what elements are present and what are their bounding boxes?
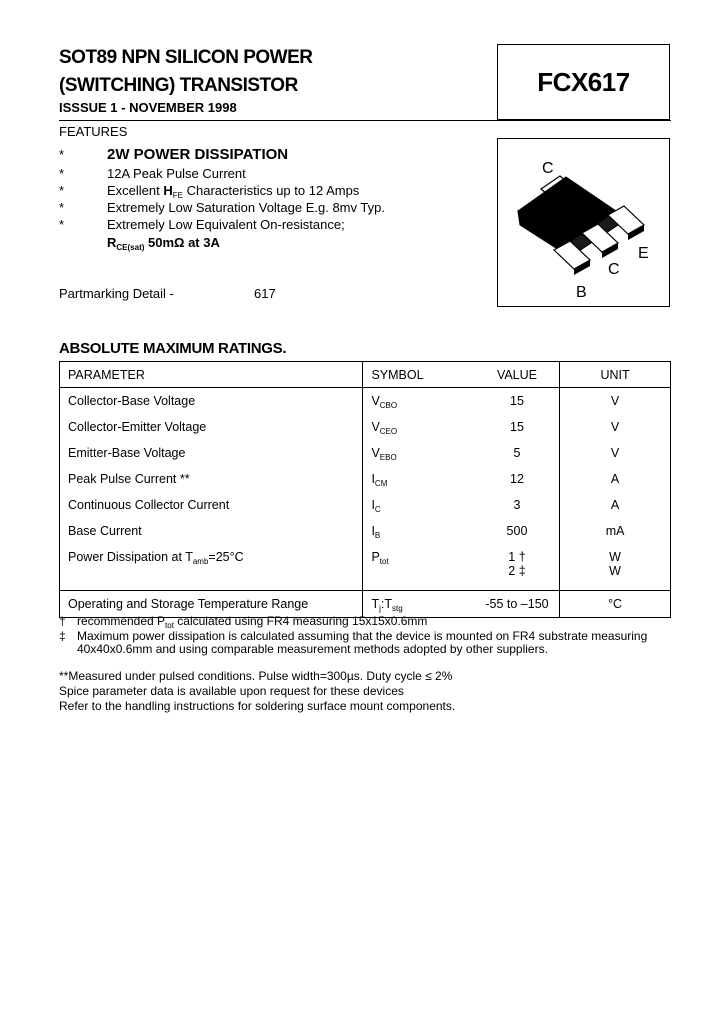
note-spice: Spice parameter data is available upon request for these devices <box>59 684 404 698</box>
unit-cell: A <box>560 492 671 518</box>
unit-cell: °C <box>560 591 671 618</box>
symbol-main: I <box>371 524 375 538</box>
symbol-main: V <box>371 394 380 408</box>
value-cell: 5 <box>475 440 560 466</box>
pin-label-e: E <box>638 245 649 262</box>
rce-value: 50mΩ at 3A <box>144 235 220 250</box>
symbol-sub: EBO <box>379 453 397 462</box>
unit-cell: V <box>560 388 671 415</box>
hfe-subscript: FE <box>172 191 183 200</box>
param-cell: Collector-Emitter Voltage <box>60 414 363 440</box>
symbol-sub: j <box>379 604 381 613</box>
feature-text <box>107 235 220 251</box>
footnote-post: calculated using FR4 measuring 15x15x0.6mm <box>173 614 428 628</box>
symbol-sub: tot <box>379 557 389 566</box>
power-param-post: =25°C <box>208 550 244 564</box>
table-row <box>60 518 671 544</box>
table-row <box>60 492 671 518</box>
pin-label-c: C <box>608 261 620 278</box>
feature-text: Extremely Low Saturation Voltage E.g. 8mv Typ. <box>107 200 385 215</box>
value-cell: 15 <box>475 388 560 415</box>
partmarking-value: 617 <box>254 286 276 301</box>
power-param-pre: Power Dissipation at T <box>68 550 193 564</box>
sot89-package-illustration <box>498 139 669 306</box>
header-symbol: SYMBOL <box>363 362 475 388</box>
hfe-symbol: H <box>163 183 173 198</box>
package-drawing-box <box>497 138 670 307</box>
pin-label-c-top: C <box>542 160 554 177</box>
issue-date: ISSSUE 1 - NOVEMBER 1998 <box>59 100 237 115</box>
param-cell: Peak Pulse Current ** <box>60 466 363 492</box>
param-cell: Collector-Base Voltage <box>60 388 363 415</box>
header-value: VALUE <box>475 362 560 388</box>
bullet: * <box>59 217 65 232</box>
value-cell: 12 <box>475 466 560 492</box>
note-handling: Refer to the handling instructions for soldering surface mount components. <box>59 699 456 713</box>
ratings-section-title: ABSOLUTE MAXIMUM RATINGS. <box>59 340 287 357</box>
table-row <box>60 388 671 415</box>
power-value-1: 1 † <box>508 550 526 564</box>
value-cell: 3 <box>475 492 560 518</box>
features-label: FEATURES <box>59 124 128 139</box>
footnote-pre: recommended P <box>77 614 166 628</box>
part-number: FCX617 <box>537 66 630 97</box>
footnote-text <box>77 615 677 628</box>
symbol-main: V <box>371 446 380 460</box>
footnote-sub: tot <box>165 621 174 630</box>
symbol-main: V <box>371 420 380 434</box>
param-cell: Emitter-Base Voltage <box>60 440 363 466</box>
title-line-2: (SWITCHING) TRANSISTOR <box>59 75 298 96</box>
unit-cell <box>560 544 671 591</box>
power-unit-1: W <box>609 550 621 564</box>
bullet: * <box>59 147 65 162</box>
symbol-main: T <box>371 597 380 611</box>
symbol-cell <box>363 388 475 415</box>
unit-cell: mA <box>560 518 671 544</box>
power-unit-2: W <box>609 564 621 578</box>
symbol-sub: B <box>374 531 381 540</box>
rce-symbol: R <box>107 235 117 250</box>
part-number-box <box>497 44 670 120</box>
feature-text: Extremely Low Equivalent On-resistance; <box>107 217 345 232</box>
value-cell: 500 <box>475 518 560 544</box>
symbol-sep: :T <box>380 597 392 611</box>
feature-text <box>107 183 359 199</box>
header-divider <box>59 120 671 121</box>
header-unit: UNIT <box>560 362 671 388</box>
symbol-sub: CM <box>374 479 388 488</box>
symbol-cell <box>363 466 475 492</box>
pin-label-b: B <box>576 284 587 301</box>
feature-text: 12A Peak Pulse Current <box>107 166 246 181</box>
footnote-mark: † <box>59 614 66 628</box>
footnote-text: Maximum power dissipation is calculated assuming that the device is mounted on FR4 substrate measuring 40x40x0.6mm and using comparable measurement methods adopted by other suppliers. <box>77 629 648 656</box>
symbol-cell <box>363 518 475 544</box>
rce-subscript: CE(sat) <box>116 243 145 252</box>
bullet: * <box>59 200 65 215</box>
param-cell: Operating and Storage Temperature Range <box>60 591 363 618</box>
power-value-2: 2 ‡ <box>508 564 526 578</box>
partmarking-label: Partmarking Detail - <box>59 286 174 301</box>
param-cell: Base Current <box>60 518 363 544</box>
symbol-cell <box>363 492 475 518</box>
table-row <box>60 414 671 440</box>
table-row <box>60 466 671 492</box>
table-row-power <box>60 544 671 591</box>
symbol-sub: C <box>374 505 381 514</box>
value-cell: -55 to –150 <box>475 591 560 618</box>
param-cell <box>60 544 363 591</box>
symbol-sub: CBO <box>379 401 398 410</box>
symbol-cell <box>363 544 475 591</box>
symbol-main: I <box>371 498 375 512</box>
symbol-sub-2: stg <box>391 604 403 613</box>
table-row <box>60 440 671 466</box>
symbol-cell <box>363 414 475 440</box>
symbol-cell <box>363 440 475 466</box>
footnote-mark: ‡ <box>59 629 66 643</box>
unit-cell: V <box>560 414 671 440</box>
bullet: * <box>59 183 65 198</box>
header-parameter: PARAMETER <box>60 362 363 388</box>
feature-text-post: Characteristics up to 12 Amps <box>183 183 360 198</box>
feature-text-pre: Excellent <box>107 183 164 198</box>
unit-cell: A <box>560 466 671 492</box>
value-cell: 15 <box>475 414 560 440</box>
param-cell: Continuous Collector Current <box>60 492 363 518</box>
symbol-main: I <box>371 472 375 486</box>
unit-cell: V <box>560 440 671 466</box>
bullet: * <box>59 166 65 181</box>
symbol-main: P <box>371 550 380 564</box>
symbol-sub: CEO <box>379 427 398 436</box>
power-param-sub: amb <box>192 557 209 566</box>
feature-text: 2W POWER DISSIPATION <box>107 146 289 163</box>
value-cell <box>475 544 560 591</box>
table-header-row <box>60 362 671 388</box>
title-line-1: SOT89 NPN SILICON POWER <box>59 47 313 68</box>
ratings-table <box>59 361 671 618</box>
note-pulsed: **Measured under pulsed conditions. Pulse width=300µs. Duty cycle ≤ 2% <box>59 669 453 683</box>
